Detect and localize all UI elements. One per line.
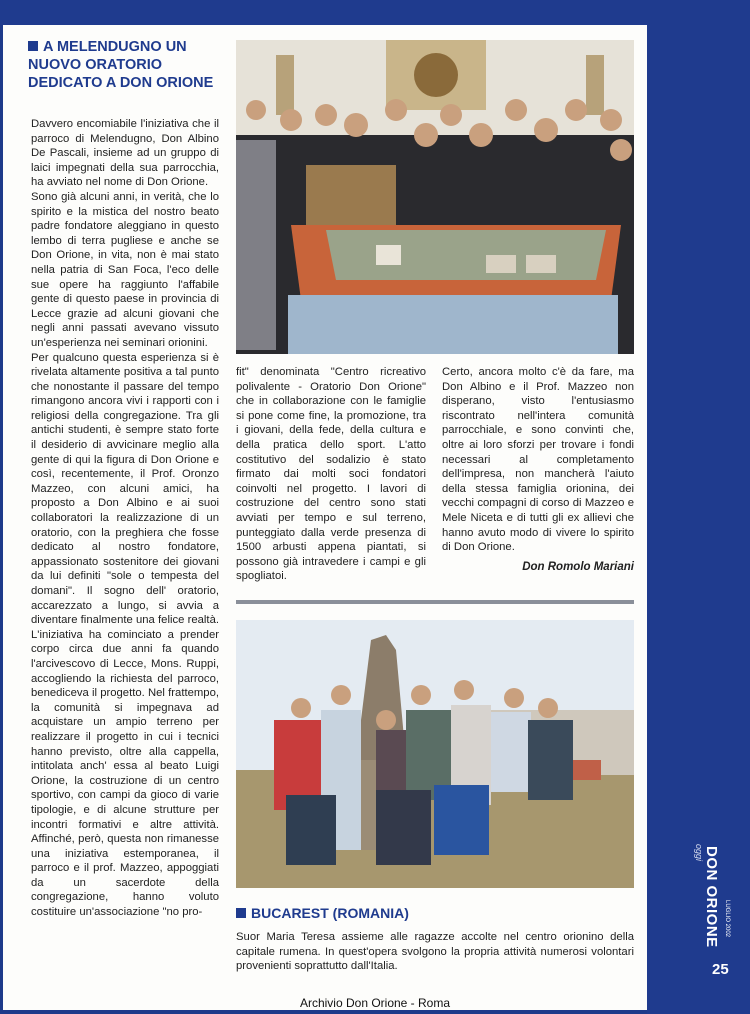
archive-footer: Archivio Don Orione - Roma bbox=[299, 996, 451, 1010]
top-border bbox=[0, 0, 750, 25]
brand-name: DON ORIONE bbox=[703, 846, 720, 948]
article-column-2 bbox=[236, 365, 426, 584]
page-number: 25 bbox=[712, 961, 729, 978]
article-title: A MELENDUGNO UN NUOVO ORATORIO DEDICATO A DON ORIONE bbox=[28, 39, 214, 91]
section-title: BUCAREST (ROMANIA) bbox=[236, 905, 409, 921]
paragraph: fit" denominata "Centro ricreativo polivalente - Oratorio Don Orione" che in collaborazione con le famiglie si pone come fine, la promozione, tra i giovani, della fede, della cultura e della pratica dello sport. L'atto costitutivo del sodalizio è stato firmato dai molti soci fondatori coinvolti nel progetto. I lavori di costruzione del centro sono stati avviati per tempo e sul terreno, punteggiato dalla verde presenza di 1500 arbusti appena piantati, si possono già intravedere i campi e gli spogliatoi. bbox=[236, 366, 426, 583]
paragraph: Per qualcuno questa esperienza si è rivelata altamente positiva a tal punto che nonostante il passare del tempo rimangono ancora vivi i rapporti con i religiosi della congregazione. Tra gli antichi studenti, è sempre stato forte il desiderio di avvicinare meglio alla gente di qui la figura di Don Orione e così, recentemente, il Prof. Oronzo Mazzeo, con alcuni amici, ha proposto a Don Albino e ai suoi collaboratori la realizzazione di un oratorio, con la preghiera che fosse dedicato al nostro fondatore, appassionato sostenitore dei giovani da lui definiti "sole o tempesta del domani". Il sogno dell' oratorio, accarezzato a lungo, si avvia a diventare finalmente una felice realtà. L'iniziativa ha cominciato a prender corpo circa due anni fa quando l'arcivescovo di Lecce, Mons. Ruppi, accogliendo la richiesta del parroco, benediceva il progetto. Nel frattempo, la comunità si impegnava ad acquistare un ampio terreno per realizzare il progetto in cui i tecnici hanno previsto, oltre alla cappella, intitolata anch' essa al beato Luigi Orione, la costruzione di un centro sportivo, con campi da gioco di varie tipologie, e di alcune strutture per incontri formativi e altre attività. Affinché, però, questa non rimanesse una iniziativa estemporanea, il parroco e il prof. Mazzeo, appoggiati da un sacerdote della congregazione, hanno voluto costituire un'associazione "no pro- bbox=[31, 351, 219, 919]
article-column-3 bbox=[442, 365, 634, 555]
paragraph: Sono già alcuni anni, in verità, che lo spirito e la mistica del nostro beato padre fondatore aleggiano in questo lembo di terra pugliese e anche se Don Orione, in vita, non è mai stato nella patria di San Foca, l'eco delle sue opere ha raggiunto l'affabile gente di questo paese in provincia di Lecce grazie ad alcuni giovani che negli anni passati avevano vissuto un'esperienza nei seminari orionini. bbox=[31, 190, 219, 349]
group-photo-model bbox=[236, 40, 634, 354]
photo-caption: Suor Maria Teresa assieme alle ragazze accolte nel centro orionino della capitale rumena. In quest'opera svolgono la propria attività numerosi volontari provenienti soprattutto dall'Italia. bbox=[236, 931, 634, 973]
brand-sub: oggi bbox=[694, 844, 704, 862]
article-column-1 bbox=[31, 117, 219, 920]
paragraph: Certo, ancora molto c'è da fare, ma Don Albino e il Prof. Mazzeo non disperano, visto l'entusiasmo riscontrato nell'intera comunità parrocchiale, e sono convinti che, oltre ai loro sforzi per trovare i fondi necessari al completamento dell'impresa, non mancherà l'aiuto della stessa famiglia orionina, dei vecchi compagni di corso di Mazzeo e Mele Niceta e di tutti gli ex allievi che hanno avuto modo di vivere lo spirito di Don Orione. bbox=[442, 366, 634, 554]
paragraph: Davvero encomiabile l'iniziativa che il parroco di Melendugno, Don Albino De Pascali, insieme ad un gruppo di laici impegnati della sua parrocchia, ha avviato nel nome di Don Orione. bbox=[31, 118, 219, 189]
group-photo-bucharest bbox=[236, 620, 634, 888]
bullet-square-icon bbox=[236, 908, 246, 918]
author-signature: Don Romolo Mariani bbox=[522, 561, 634, 573]
bullet-square-icon bbox=[28, 41, 38, 51]
section-divider bbox=[236, 600, 634, 604]
magazine-brand bbox=[690, 840, 740, 950]
issue-date: LUGLIO 2002 bbox=[724, 900, 730, 938]
